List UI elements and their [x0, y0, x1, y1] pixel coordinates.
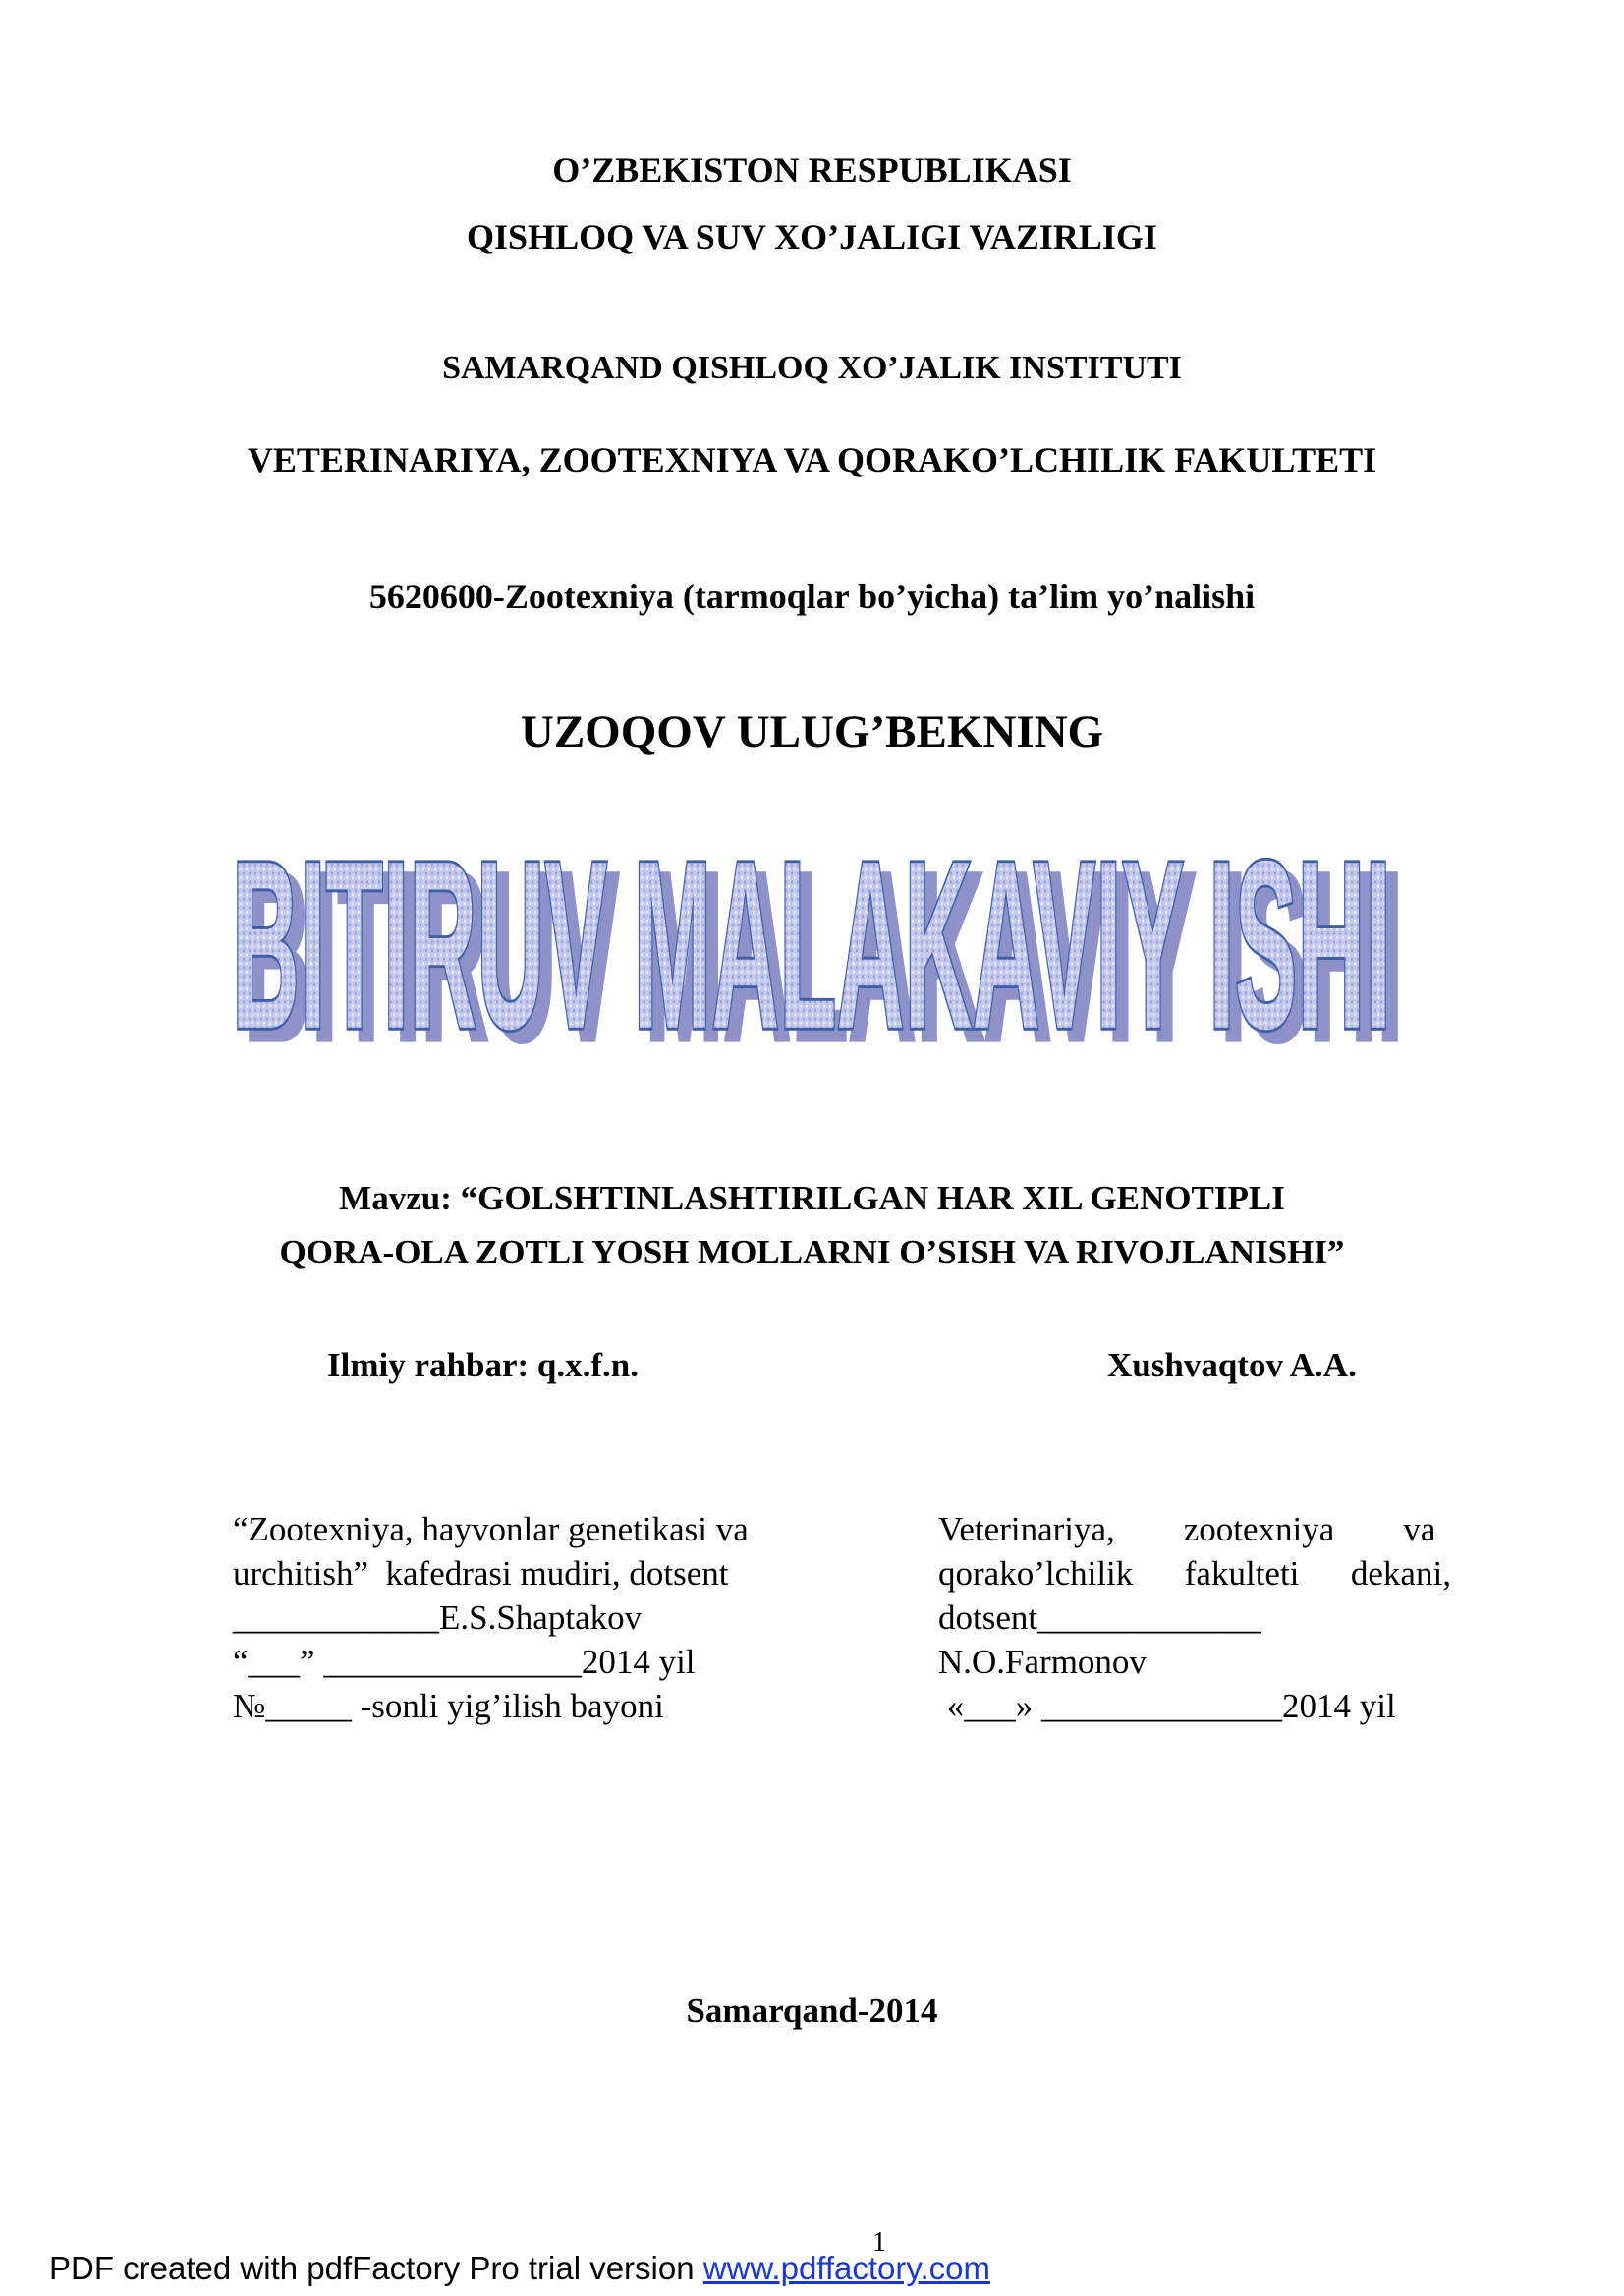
page-number: 1: [872, 2227, 886, 2258]
header-program: 5620600-Zootexniya (tarmoqlar bo’yicha) ta’lim yo’nalishi: [368, 577, 1256, 616]
left-line-3: ____________E.S.Shaptakov: [233, 1598, 643, 1637]
left-line-2: urchitish” kafedrasi mudiri, dotsent: [233, 1554, 729, 1593]
right-line-3: dotsent_____________: [938, 1598, 1261, 1637]
footer-text: PDF created with pdfFactory Pro trial version: [49, 2250, 703, 2286]
title-shadow: BITIRUV MALAKAVIY ISHI: [244, 825, 1404, 1071]
right-line-4: N.O.Farmonov: [938, 1643, 1147, 1681]
supervisor-name: Xushvaqtov A.A.: [1107, 1346, 1357, 1384]
right-line-1: Veterinariya, zootexniya va: [938, 1510, 1436, 1548]
left-approval-block: [233, 1507, 822, 1728]
place-year: Samarqand-2014: [686, 1991, 938, 2030]
topic-line-1: Mavzu: “GOLSHTINLASHTIRILGAN HAR XIL GENOTIPLI: [339, 1179, 1285, 1217]
left-line-4: “___” _______________2014 yil: [233, 1643, 696, 1681]
title-wordart: [0, 825, 1624, 1071]
header-faculty: VETERINARIYA, ZOOTEXNIYA VA QORAKO’LCHILIK FAKULTETI: [247, 440, 1377, 479]
right-approval-block: [938, 1507, 1493, 1728]
right-line-2: qorako’lchilik fakulteti dekani,: [938, 1554, 1451, 1593]
header-republic: O’ZBEKISTON RESPUBLIKASI: [552, 150, 1072, 190]
pdf-footer: [49, 2250, 990, 2287]
topic-line-2: QORA-OLA ZOTLI YOSH MOLLARNI O’SISH VA RIVOJLANISHI”: [279, 1233, 1345, 1271]
left-line-1: “Zootexniya, hayvonlar genetikasi va: [233, 1510, 749, 1548]
supervisor-label: Ilmiy rahbar: q.x.f.n.: [327, 1346, 639, 1384]
header-ministry: QISHLOQ VA SUV XO’JALIGI VAZIRLIGI: [467, 217, 1157, 256]
left-line-5: №_____ -sonli yig’ilish bayoni: [233, 1687, 664, 1725]
header-institute: SAMARQAND QISHLOQ XO’JALIK INSTITUTI: [442, 350, 1182, 386]
author-name: UZOQOV ULUG’BEKNING: [520, 706, 1104, 757]
right-line-5: «___» ______________2014 yil: [938, 1687, 1396, 1725]
footer-link[interactable]: www.pdffactory.com: [702, 2250, 990, 2286]
title-text: BITIRUV MALAKAVIY ISHI: [231, 825, 1391, 1071]
